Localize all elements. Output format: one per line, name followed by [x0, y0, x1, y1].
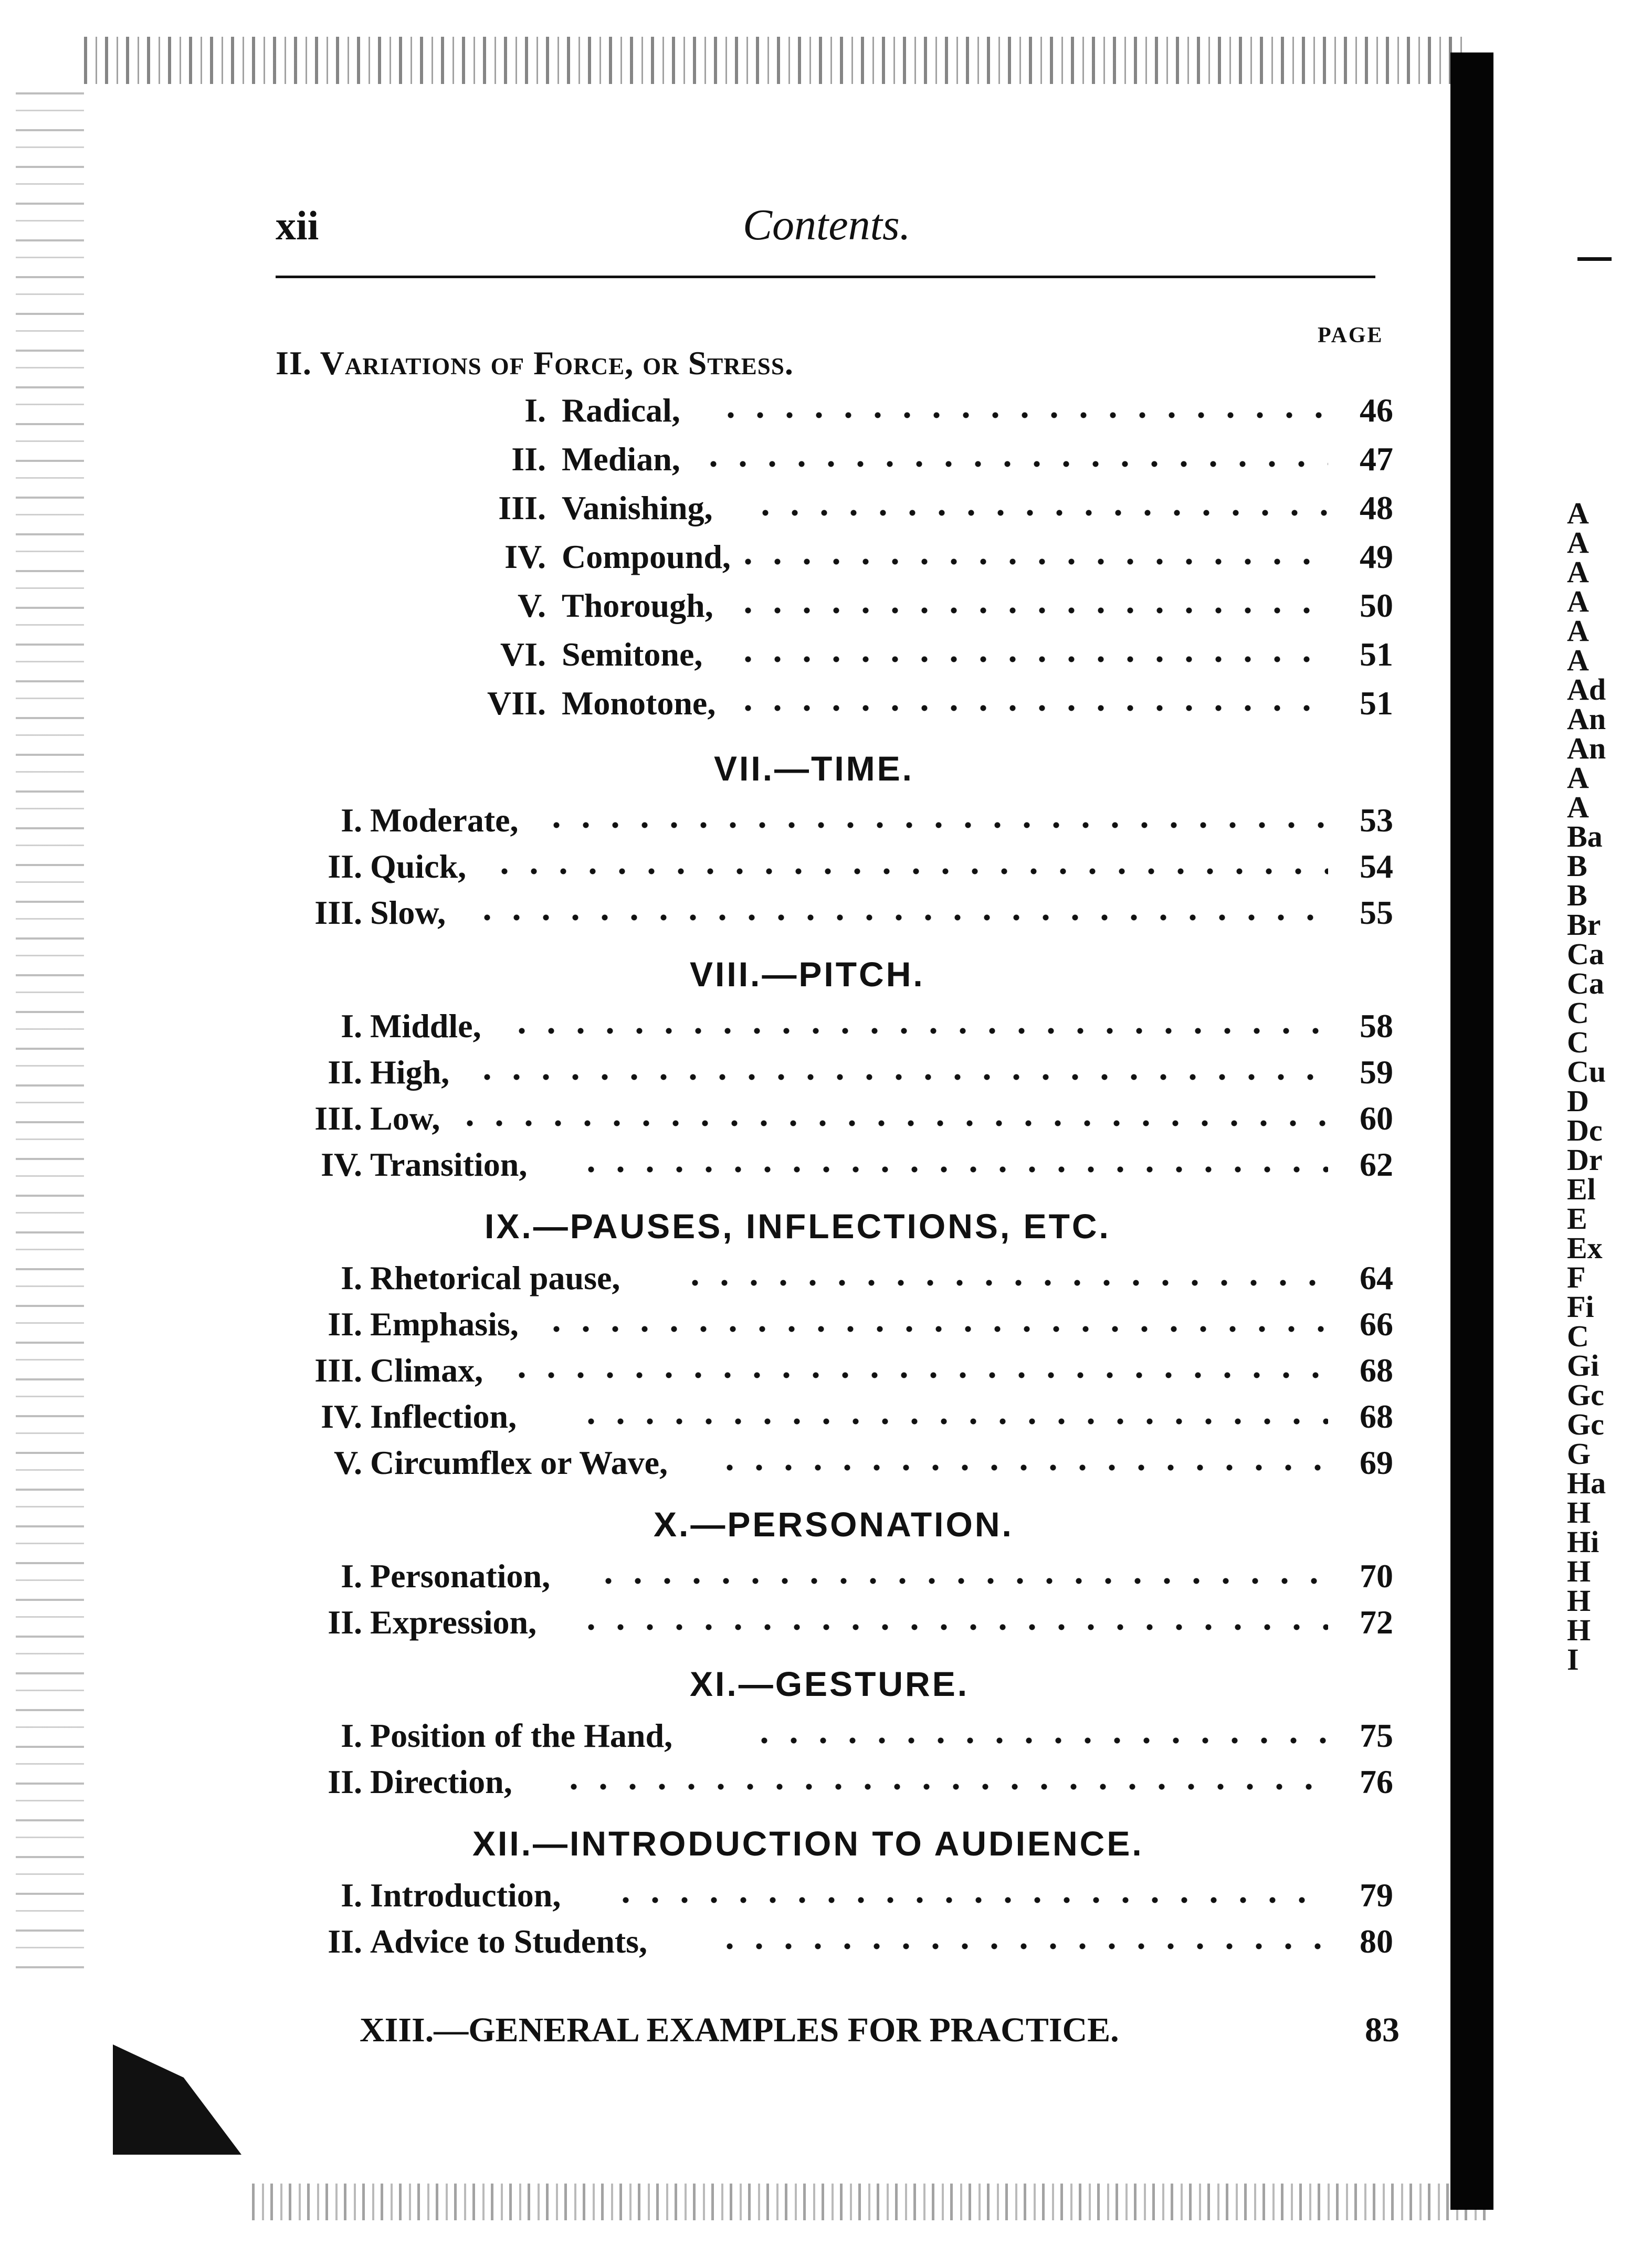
toc-entry-page: 46	[1360, 392, 1393, 429]
toc-entry-number: I.	[341, 802, 362, 839]
dot-leader	[507, 1372, 1328, 1378]
facing-page-fragment: Gc	[1567, 1407, 1604, 1441]
facing-page-fragment: Dr	[1567, 1143, 1603, 1177]
toc-entry-page: 66	[1360, 1305, 1393, 1343]
toc-entry-page: 50	[1360, 587, 1393, 624]
facing-page-fragment: F	[1567, 1260, 1586, 1294]
toc-entry-page: 72	[1360, 1604, 1393, 1641]
facing-page-fragment: An	[1567, 731, 1606, 765]
facing-page-dash	[1577, 257, 1612, 261]
dot-leader	[733, 705, 1328, 711]
dot-leader	[751, 510, 1328, 516]
facing-page-fragment: A	[1567, 790, 1589, 824]
toc-entry-page: 55	[1360, 894, 1393, 931]
toc-entry-title: Position of the Hand,	[370, 1717, 673, 1754]
toc-entry-number: I.	[341, 1876, 362, 1914]
toc-entry	[0, 1351, 1417, 1393]
toc-entry-number: II.	[328, 848, 362, 885]
toc-entry-page: 60	[1360, 1100, 1393, 1137]
facing-page-fragments	[1567, 499, 1652, 1674]
toc-entry	[0, 440, 1417, 482]
toc-entry-title: Climax,	[370, 1352, 483, 1389]
toc-entry-page: 79	[1360, 1876, 1393, 1914]
facing-page-fragment: H	[1567, 1613, 1591, 1647]
facing-page-fragment: El	[1567, 1172, 1596, 1206]
toc-entry-page: 75	[1360, 1717, 1393, 1754]
facing-page-fragment: A	[1567, 584, 1589, 618]
toc-entry-title: Radical,	[562, 392, 680, 429]
toc-entry-page: 54	[1360, 848, 1393, 885]
toc-entry-page: 51	[1360, 684, 1393, 722]
toc-entry-number: V.	[334, 1444, 362, 1481]
toc-entry-number: I.	[341, 1007, 362, 1045]
toc-entry-number: II.	[511, 440, 546, 478]
running-title: Contents.	[743, 201, 911, 249]
toc-entry-title: Monotone,	[562, 684, 716, 722]
toc-entry-page: 80	[1360, 1923, 1393, 1960]
scan-noise-top	[84, 37, 1470, 84]
dot-leader	[472, 1074, 1328, 1080]
toc-entry-page: 62	[1360, 1146, 1393, 1183]
chapter-heading: XI.—GESTURE.	[690, 1664, 970, 1703]
toc-entry-number: IV.	[321, 1398, 362, 1435]
facing-page-fragment: C	[1567, 996, 1589, 1030]
toc-entry-number: VII.	[487, 684, 546, 722]
toc-entry-title: Moderate,	[370, 802, 519, 839]
toc-entry	[0, 1557, 1417, 1599]
toc-entry-title: Rhetorical pause,	[370, 1259, 620, 1296]
final-chapter-entry	[360, 2010, 1400, 2050]
header-rule	[276, 276, 1375, 278]
dot-leader	[542, 822, 1328, 828]
facing-page-fragment: An	[1567, 702, 1606, 736]
toc-entry-number: IV.	[321, 1146, 362, 1183]
toc-entry-number: IV.	[504, 538, 546, 575]
scan-noise-bottom	[252, 2184, 1491, 2220]
toc-entry	[0, 1397, 1417, 1439]
dot-leader	[455, 1120, 1328, 1126]
toc-entry	[0, 684, 1417, 726]
dot-leader	[715, 1464, 1328, 1471]
toc-entry-title: Slow,	[370, 894, 446, 931]
toc-entry-title: Quick,	[370, 848, 467, 885]
dot-leader	[507, 1028, 1328, 1034]
toc-entry-page: 76	[1360, 1763, 1393, 1800]
facing-page-fragment: Dc	[1567, 1113, 1603, 1147]
facing-page-fragment: Ca	[1567, 937, 1604, 971]
toc-entry-number: II.	[328, 1305, 362, 1343]
facing-page-fragment: Cu	[1567, 1055, 1606, 1089]
facing-page-fragment: A	[1567, 525, 1589, 560]
toc-entry	[0, 1876, 1417, 1918]
toc-entry-title: Circumflex or Wave,	[370, 1444, 668, 1481]
dot-leader	[680, 1280, 1328, 1286]
dot-leader	[576, 1418, 1328, 1425]
facing-page-fragment: C	[1567, 1319, 1589, 1353]
facing-page-fragment: C	[1567, 1025, 1589, 1059]
toc-entry	[0, 893, 1417, 935]
toc-entry-page: 49	[1360, 538, 1393, 575]
chapter-heading: IX.—PAUSES, INFLECTIONS, ETC.	[485, 1207, 1111, 1246]
page-header	[276, 202, 1378, 260]
toc-entry	[0, 537, 1417, 579]
dot-leader	[542, 1326, 1328, 1332]
toc-entry-number: III.	[314, 894, 362, 931]
toc-entry-title: Direction,	[370, 1763, 512, 1800]
toc-entry-number: I.	[524, 392, 546, 429]
facing-page-fragment: H	[1567, 1495, 1591, 1530]
toc-entry	[0, 847, 1417, 889]
toc-entry	[0, 1259, 1417, 1301]
facing-page-fragment: Ca	[1567, 966, 1604, 1000]
facing-page-fragment: Br	[1567, 908, 1601, 942]
toc-entry	[0, 1007, 1417, 1049]
facing-page-fragment: H	[1567, 1554, 1591, 1588]
toc-entry-title: Inflection,	[370, 1398, 517, 1435]
facing-page-fragment: Ad	[1567, 672, 1606, 707]
facing-page-fragment: Ba	[1567, 819, 1603, 853]
toc-entry-title: Semitone,	[562, 636, 703, 673]
facing-page-fragment: Hi	[1567, 1525, 1600, 1559]
facing-page-fragment: B	[1567, 878, 1587, 912]
toc-entry-number: V.	[518, 587, 546, 624]
toc-entry	[0, 1145, 1417, 1187]
toc-entry-number: III.	[314, 1100, 362, 1137]
facing-page-fragment: Fi	[1567, 1290, 1594, 1324]
toc-entry-page: 51	[1360, 636, 1393, 673]
toc-entry-page: 58	[1360, 1007, 1393, 1045]
toc-entry-title: Advice to Students,	[370, 1923, 648, 1960]
toc-entry-title: Low,	[370, 1100, 440, 1137]
toc-entry-number: II.	[328, 1763, 362, 1800]
facing-page-fragment: H	[1567, 1584, 1591, 1618]
dot-leader	[699, 461, 1328, 467]
facing-page-fragment: G	[1567, 1437, 1591, 1471]
toc-entry-page: 48	[1360, 489, 1393, 526]
book-gutter-shadow	[1450, 52, 1493, 2210]
dot-leader	[576, 1166, 1328, 1173]
toc-entry	[0, 635, 1417, 677]
facing-page-fragment: Ex	[1567, 1231, 1603, 1265]
facing-page-fragment: A	[1567, 614, 1589, 648]
dot-leader	[716, 412, 1328, 418]
chapter-heading: XII.—INTRODUCTION TO AUDIENCE.	[472, 1824, 1144, 1863]
toc-entry-title: Middle,	[370, 1007, 481, 1045]
toc-entry-page: 69	[1360, 1444, 1393, 1481]
section-heading-force: II. Variations of Force, or Stress.	[276, 344, 794, 382]
facing-page-fragment: Ha	[1567, 1466, 1606, 1500]
toc-entry-title: Thorough,	[562, 587, 713, 624]
toc-entry	[0, 1716, 1417, 1758]
facing-page-fragment: B	[1567, 849, 1587, 883]
toc-entry-title: Transition,	[370, 1146, 528, 1183]
toc-entry-number: III.	[314, 1352, 362, 1389]
dot-leader	[750, 1737, 1328, 1744]
dot-leader	[472, 914, 1328, 921]
toc-entry-title: Compound,	[562, 538, 731, 575]
facing-page-fragment: I	[1567, 1642, 1579, 1674]
toc-entry-number: I.	[341, 1259, 362, 1296]
facing-page-fragment: A	[1567, 555, 1589, 589]
toc-entry-title: High,	[370, 1053, 450, 1091]
dot-leader	[559, 1784, 1328, 1790]
toc-entry-number: II.	[328, 1053, 362, 1091]
page-folio: xii	[276, 203, 319, 248]
toc-entry-number: I.	[341, 1717, 362, 1754]
toc-entry	[0, 1763, 1417, 1805]
toc-entry-title: Emphasis,	[370, 1305, 519, 1343]
toc-entry	[0, 586, 1417, 628]
toc-entry-number: I.	[341, 1557, 362, 1595]
toc-entry-page: 53	[1360, 802, 1393, 839]
toc-entry	[0, 1305, 1417, 1347]
facing-page-fragment: A	[1567, 643, 1589, 677]
toc-entry-page: 47	[1360, 440, 1393, 478]
toc-entry	[0, 1053, 1417, 1095]
page-column-label: PAGE	[1318, 323, 1384, 347]
toc-entry-title: Expression,	[370, 1604, 537, 1641]
toc-entry-title: Vanishing,	[562, 489, 713, 526]
toc-entry	[0, 1443, 1417, 1485]
dot-leader	[733, 607, 1328, 614]
toc-entry-page: 68	[1360, 1352, 1393, 1389]
toc-entry	[0, 801, 1417, 843]
toc-entry-page: 64	[1360, 1259, 1393, 1296]
chapter-heading: VIII.—PITCH.	[690, 955, 925, 994]
dot-leader	[611, 1897, 1328, 1903]
dot-leader	[594, 1578, 1328, 1584]
toc-entry-number: II.	[328, 1604, 362, 1641]
dot-leader	[733, 558, 1328, 565]
toc-entry-title: Personation,	[370, 1557, 551, 1595]
toc-entry-number: III.	[498, 489, 546, 526]
dot-leader	[576, 1624, 1328, 1630]
final-chapter-page: 83	[1365, 2011, 1400, 2049]
toc-entry	[0, 391, 1417, 433]
dot-leader	[733, 656, 1328, 662]
toc-entry-number: II.	[328, 1923, 362, 1960]
facing-page-fragment: Gi	[1567, 1348, 1600, 1383]
toc-entry-page: 70	[1360, 1557, 1393, 1595]
toc-entry	[0, 1099, 1417, 1141]
toc-entry-page: 59	[1360, 1053, 1393, 1091]
dot-leader	[490, 868, 1328, 874]
toc-entry-title: Median,	[562, 440, 680, 478]
page-corner-shadow	[113, 2044, 241, 2155]
toc-entry	[0, 1603, 1417, 1645]
facing-page-fragment: E	[1567, 1201, 1587, 1236]
facing-page-fragment: A	[1567, 761, 1589, 795]
toc-entry-title: Introduction,	[370, 1876, 561, 1914]
facing-page-fragment: D	[1567, 1084, 1589, 1118]
toc-entry-number: VI.	[500, 636, 546, 673]
facing-page-fragment: Gc	[1567, 1378, 1604, 1412]
chapter-heading: VII.—TIME.	[714, 749, 914, 788]
final-chapter-title: XIII.—GENERAL EXAMPLES FOR PRACTICE.	[360, 2011, 1119, 2049]
toc-entry-page: 68	[1360, 1398, 1393, 1435]
facing-page-fragment: A	[1567, 499, 1589, 530]
toc-entry	[0, 1922, 1417, 1964]
toc-entry	[0, 489, 1417, 531]
chapter-heading: X.—PERSONATION.	[654, 1505, 1014, 1544]
dot-leader	[715, 1943, 1328, 1949]
